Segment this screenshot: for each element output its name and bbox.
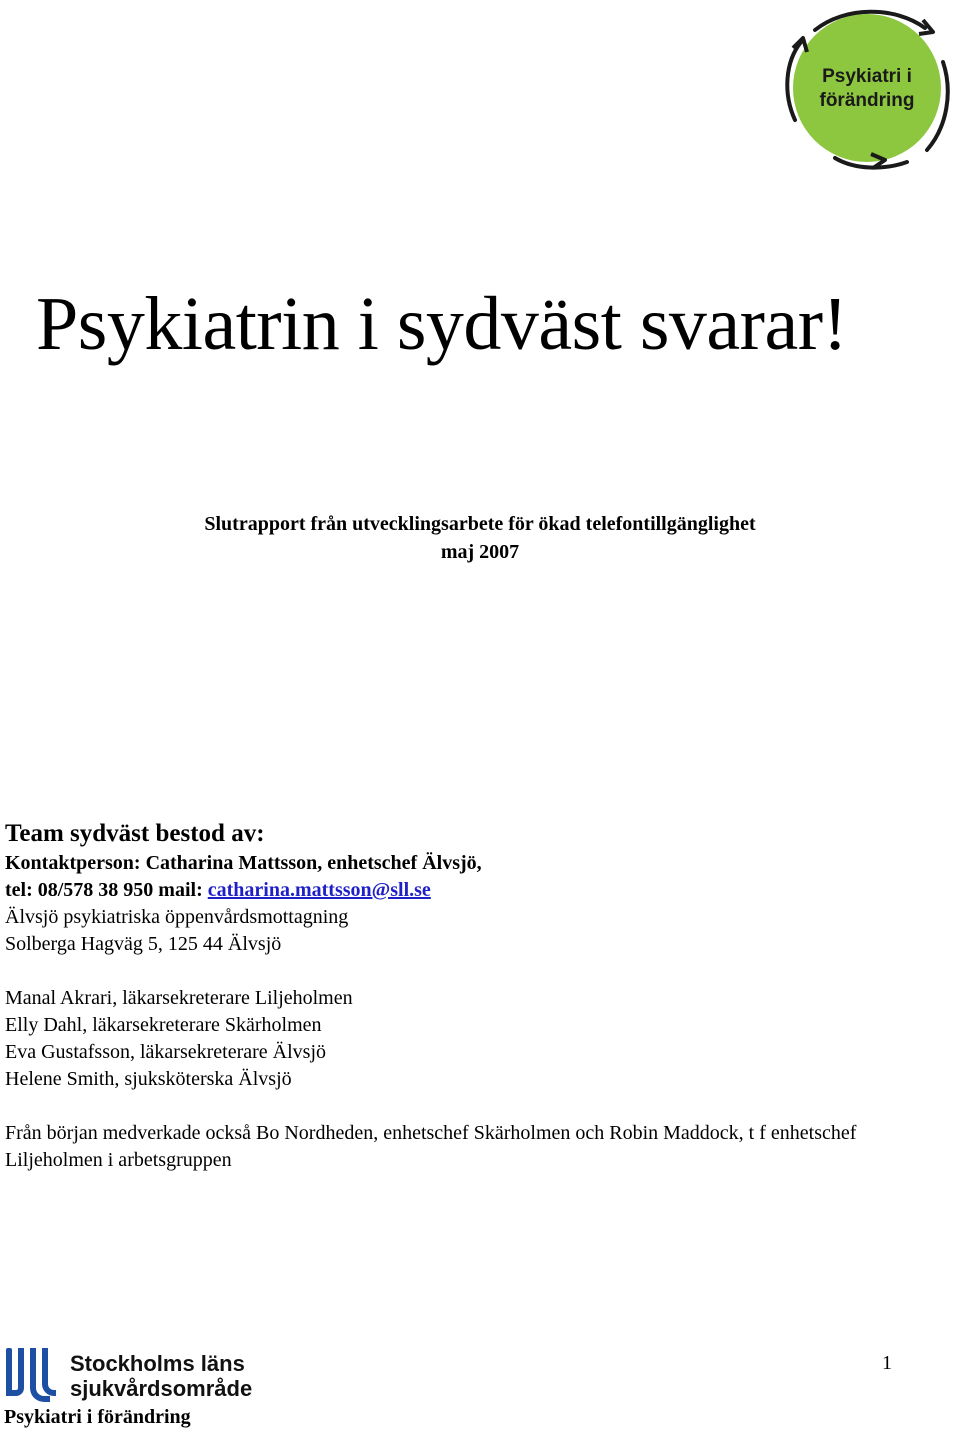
page-number: 1 xyxy=(882,1352,892,1374)
subtitle-date: maj 2007 xyxy=(440,541,520,563)
contact-tel-line xyxy=(5,877,955,904)
sll-mark-icon xyxy=(6,1348,56,1402)
team-heading: Team sydväst bestod av: xyxy=(5,820,265,847)
clinic-name: Älvsjö psykiatriska öppenvårdsmottagning xyxy=(5,906,349,928)
logo-text-line1: Psykiatri i xyxy=(822,66,912,87)
team-member: Eva Gustafsson, läkarsekreterare Älvsjö xyxy=(5,1041,326,1063)
subtitle xyxy=(0,510,960,566)
logo-text-line2: förändring xyxy=(819,90,915,111)
stockholms-lans-sjukvardsomrade-logo xyxy=(4,1346,264,1402)
sll-text-line2: sjukvårdsområde xyxy=(70,1376,253,1401)
subtitle-line1: Slutrapport från utvecklingsarbete för ökad telefontillgänglighet xyxy=(204,513,756,535)
page-title: Psykiatrin i sydväst svarar! xyxy=(36,282,848,366)
tel-label: tel: 08/578 38 950 mail: xyxy=(5,879,208,901)
logo-green-circle xyxy=(793,14,941,162)
sll-text-line1: Stockholms läns xyxy=(70,1351,245,1376)
team-note: Från början medverkade också Bo Nordheden, enhetschef Skärholmen och Robin Maddock, t f enhetschef Liljeholmen i arbetsgruppen xyxy=(5,1122,857,1171)
footer-text: Psykiatri i förändring xyxy=(4,1406,191,1428)
clinic-address: Solberga Hagväg 5, 125 44 Älvsjö xyxy=(5,933,282,955)
team-section xyxy=(5,818,955,1174)
email-link[interactable]: catharina.mattsson@sll.se xyxy=(207,879,431,901)
contact-person-line: Kontaktperson: Catharina Mattsson, enhetschef Älvsjö, xyxy=(5,852,482,874)
team-member: Helene Smith, sjuksköterska Älvsjö xyxy=(5,1068,292,1090)
team-member: Manal Akrari, läkarsekreterare Liljeholmen xyxy=(5,987,353,1009)
psykiatri-i-forandring-logo xyxy=(775,2,957,174)
team-member: Elly Dahl, läkarsekreterare Skärholmen xyxy=(5,1014,322,1036)
